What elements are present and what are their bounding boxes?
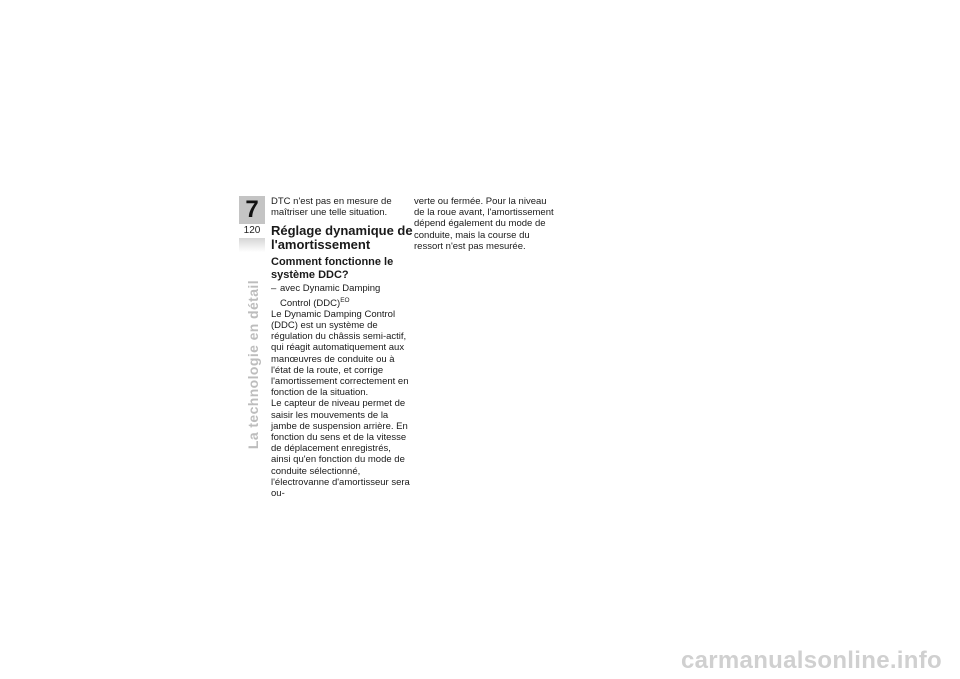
- body-paragraph-3: verte ou fermée. Pour la niveau de la roue avant, l'amortissement dépend également du mode de conduite, mais la course du ressort n'est pas mesurée.: [414, 196, 554, 252]
- chapter-number: 7: [239, 196, 265, 224]
- chapter-tab: [239, 196, 265, 252]
- subsection-heading: Comment fonctionne le système DDC?: [271, 256, 394, 281]
- list-item-text: avec Dynamic Damping Control (DDC): [280, 283, 381, 309]
- section-heading: Réglage dynamique de l'amortissement: [271, 223, 413, 253]
- section-title-vertical: [240, 280, 266, 450]
- text-column-2: [414, 196, 554, 252]
- list-item: [271, 283, 411, 308]
- option-superscript: EO: [340, 296, 350, 304]
- intro-paragraph: DTC n'est pas en mesure de maîtriser une telle situation.: [271, 196, 392, 219]
- section-title-text: La technologie en détail: [245, 280, 261, 450]
- list-item-content: [280, 283, 411, 308]
- text-column-1: [271, 196, 411, 499]
- body-paragraph-2: Le capteur de niveau permet de saisir les mouvements de la jambe de suspension arrière. En fonction du sens et de la vitesse de déplacement enregistrés, ainsi qu'en fonction du mode de conduite sélectionné, l'électrovanne d'amortisseur sera ou-: [271, 398, 410, 500]
- bullet-dash: –: [271, 283, 277, 295]
- page-number: 120: [243, 225, 261, 236]
- watermark: carmanualsonline.info: [680, 647, 942, 674]
- body-paragraph-1: Le Dynamic Damping Control (DDC) est un système de régulation du châssis semi-actif, qui réagit automatiquement aux manœuvres de conduite ou à l'état de la route, et corrige l'amortissement correctement en fonction de la situation.: [271, 308, 409, 399]
- sidebar-divider: [239, 238, 265, 252]
